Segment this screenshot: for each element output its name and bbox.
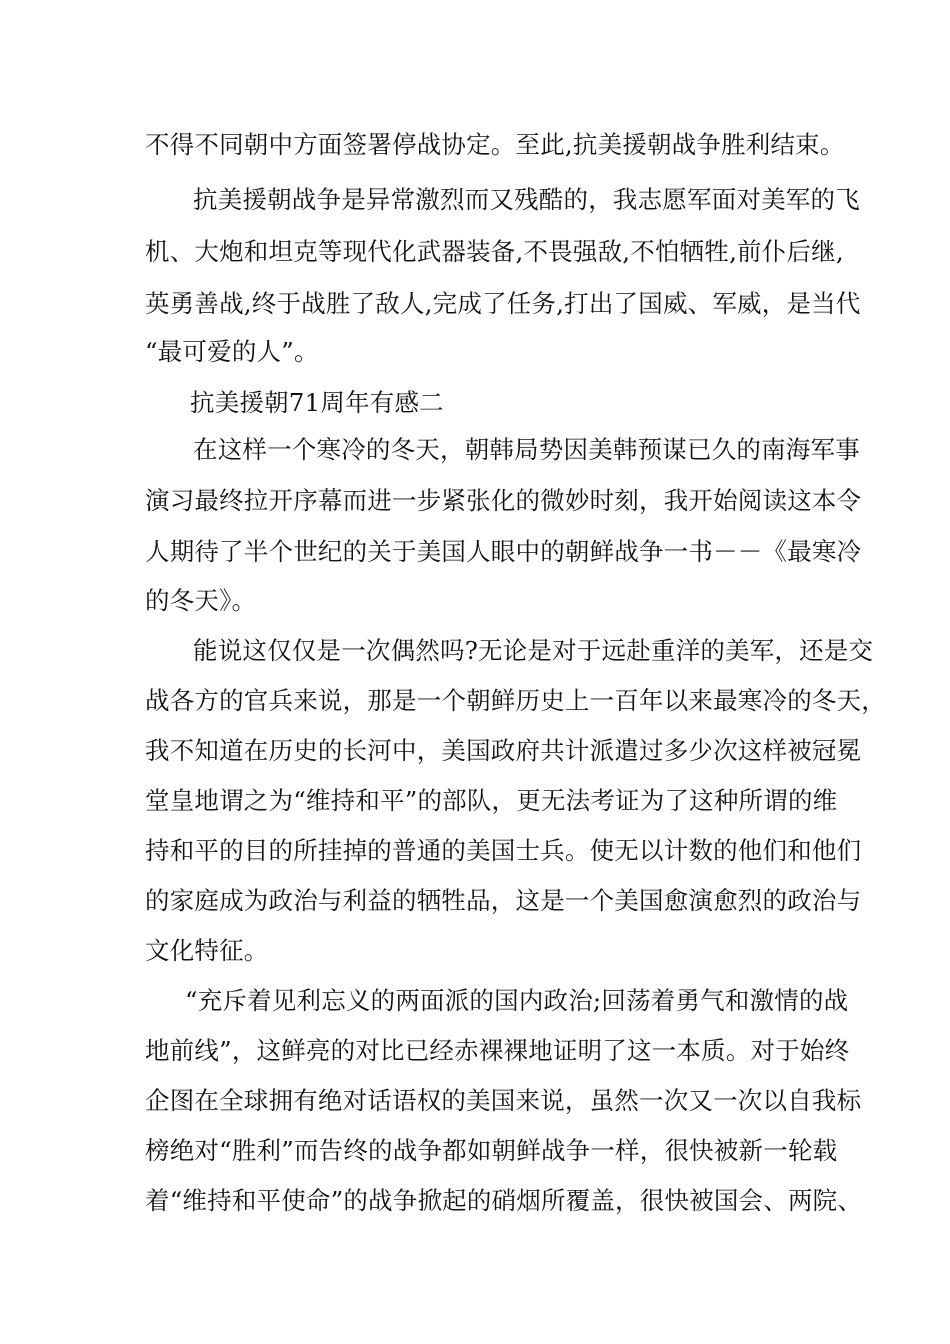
text-line: 的家庭成为政治与利益的牺牲品，这是一个美国愈演愈烈的政治与	[145, 886, 862, 915]
text-line: 企图在全球拥有绝对话语权的美国来说，虽然一次又一次以自我标	[145, 1086, 862, 1115]
text-line: 不得不同朝中方面签署停战协定。至此,抗美援朝战争胜利结束。	[145, 130, 845, 159]
paragraph-start-line: 抗美援朝战争是异常激烈而又残酷的，我志愿军面对美军的飞	[193, 185, 860, 214]
text-line: 演习最终拉开序幕而进一步紧张化的微妙时刻，我开始阅读这本令	[145, 486, 862, 515]
text-line: 文化特征。	[145, 936, 269, 965]
text-line: 持和平的目的所挂掉的普通的美国士兵。使无以计数的他们和他们	[145, 836, 862, 865]
text-line: 机、大炮和坦克等现代化武器装备,不畏强敌,不怕牺牲,前仆后继,	[145, 237, 844, 266]
paragraph-start-line: “充斥着见利忘义的两面派的国内政治;回荡着勇气和激情的战	[185, 986, 849, 1015]
text-line: “最可爱的人”。	[145, 337, 319, 366]
text-line: 着“维持和平使命”的战争掀起的硝烟所覆盖，很快被国会、两院、	[145, 1186, 863, 1215]
paragraph-start-line: 在这样一个寒冷的冬天，朝韩局势因美韩预谋已久的南海军事	[193, 435, 860, 464]
text-line: 地前线”，这鲜亮的对比已经赤裸裸地证明了这一本质。对于始终	[145, 1036, 850, 1065]
text-line: 战各方的官兵来说，那是一个朝鲜历史上一百年以来最寒冷的冬天，	[145, 686, 886, 715]
text-line: 人期待了半个世纪的关于美国人眼中的朝鲜战争一书－－《最寒冷	[145, 537, 862, 566]
text-line: 堂皇地谓之为“维持和平”的部队，更无法考证为了这种所谓的维	[145, 786, 838, 815]
text-line: 英勇善战,终于战胜了敌人,完成了任务,打出了国威、军威，是当代	[145, 289, 861, 318]
paragraph-start-line: 能说这仅仅是一次偶然吗?无论是对于远赴重洋的美军，还是交	[193, 636, 874, 665]
text-line: 我不知道在历史的长河中，美国政府共计派遣过多少次这样被冠冕	[145, 736, 862, 765]
section-heading: 抗美援朝71周年有感二	[190, 388, 444, 417]
text-line: 的冬天》。	[145, 586, 257, 615]
text-line: 榜绝对“胜利”而告终的战争都如朝鲜战争一样，很快被新一轮载	[145, 1136, 838, 1165]
